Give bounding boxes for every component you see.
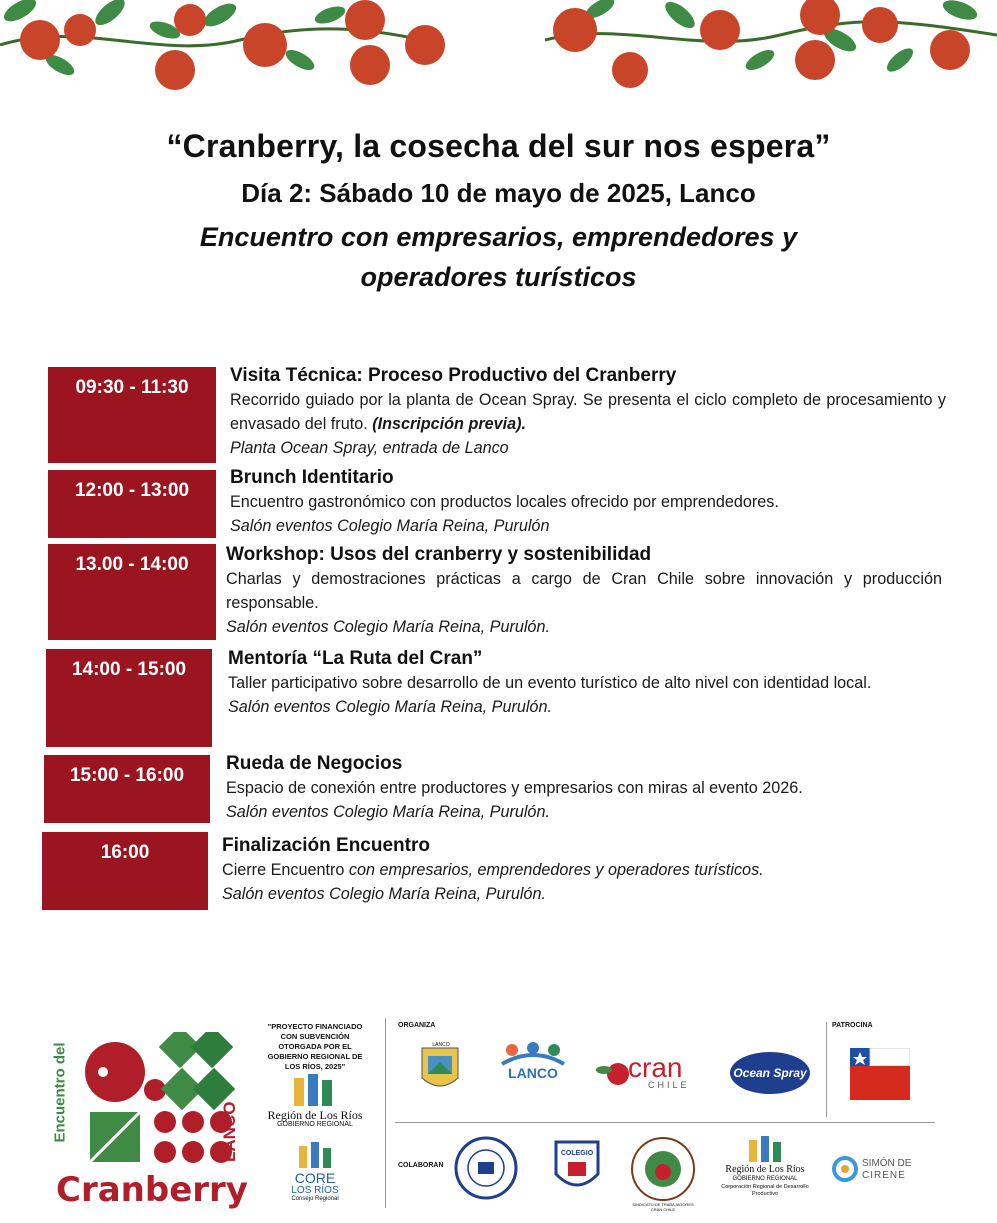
logo-top-text: Encuentro del — [51, 1042, 69, 1143]
item-location: Salón eventos Colegio María Reina, Purulón. — [226, 618, 550, 636]
schedule-item — [226, 752, 942, 824]
item-location: Salón eventos Colegio María Reina, Purulón. — [226, 803, 550, 821]
sponsor-footer — [40, 1012, 940, 1212]
ocean-spray-text: Ocean Spray — [733, 1066, 807, 1080]
core-sub: Consejo Regional — [291, 1196, 339, 1202]
time-badge: 12:00 - 13:00 — [48, 470, 216, 538]
schedule-item — [226, 543, 942, 639]
item-location: Salón eventos Colegio María Reina, Purulón — [230, 517, 550, 535]
item-title: Finalización Encuentro — [222, 835, 430, 856]
time-badge: 15:00 - 16:00 — [44, 755, 210, 823]
schedule-item — [230, 364, 946, 460]
subtitle-line-2: operadores turísticos — [360, 262, 637, 292]
time-badge: 09:30 - 11:30 — [48, 367, 216, 463]
core-logo-icon — [295, 1142, 335, 1170]
time-badge: 14:00 - 15:00 — [46, 649, 212, 747]
cranberry-garland — [0, 0, 997, 100]
chamber-seal-icon — [454, 1136, 518, 1200]
region2-name: Región de Los Ríos — [725, 1164, 805, 1175]
region-logo-2-icon — [745, 1136, 785, 1164]
item-title: Mentoría “La Ruta del Cran” — [228, 648, 483, 669]
page-title: “Cranberry, la cosecha del sur nos espera” — [166, 128, 831, 164]
divider — [395, 1122, 935, 1123]
simon-de-cirene-icon — [832, 1156, 858, 1182]
event-subtitle — [0, 217, 997, 297]
subtitle-line-1: Encuentro con empresarios, emprendedores y — [199, 222, 798, 252]
region2-sub2: Corporación Regional de Desarrollo Productivo — [721, 1184, 809, 1197]
ocean-spray-logo — [730, 1052, 810, 1094]
item-description: Cierre Encuentro con empresarios, emprendedores y operadores turísticos. — [222, 861, 764, 879]
funding-note: "PROYECTO FINANCIADO CON SUBVENCIÓN OTORGADA POR EL GOBIERNO REGIONAL DE LOS RÍOS, 2025" — [267, 1022, 363, 1071]
registration-note: (Inscripción previa). — [372, 415, 527, 433]
schedule-item — [230, 466, 946, 538]
simon-text-2: CIRENE — [862, 1170, 906, 1181]
cran-logo-text: cran — [628, 1052, 683, 1083]
item-title: Visita Técnica: Proceso Productivo del Cranberry — [230, 365, 677, 386]
item-description: Taller participativo sobre desarrollo de un evento turístico de alto nivel con identidad local. — [228, 674, 872, 692]
simon-text-1: SIMÓN DE — [862, 1158, 912, 1169]
lanco-logo-text: LANCO — [508, 1065, 558, 1081]
patrocina-label: PATROCINA — [832, 1022, 873, 1029]
core-top: CORE — [294, 1170, 336, 1186]
lanco-municipality-text: LANCO — [432, 1042, 450, 1048]
item-title: Brunch Identitario — [230, 467, 394, 488]
schedule-item — [222, 834, 938, 906]
item-location: Planta Ocean Spray, entrada de Lanco — [230, 439, 509, 457]
logo-mark-icon — [85, 1032, 235, 1167]
divider — [826, 1022, 827, 1117]
item-title: Rueda de Negocios — [226, 753, 403, 774]
logo-main-text: Cranberry — [56, 1170, 248, 1210]
item-title: Workshop: Usos del cranberry y sostenibilidad — [226, 544, 652, 565]
item-description: Encuentro gastronómico con productos locales ofrecido por emprendedores. — [230, 493, 779, 511]
cran-berry-icon — [596, 1060, 630, 1086]
colegio-text: COLEGIO — [560, 1150, 594, 1157]
sindicato-seal-icon — [630, 1136, 696, 1202]
core-mid: LOS RÍOS — [291, 1185, 339, 1196]
region-sub: GOBIERNO REGIONAL — [277, 1121, 353, 1128]
schedule-item — [228, 647, 944, 719]
sernatur-flag-icon — [850, 1048, 910, 1100]
organiza-label: ORGANIZA — [398, 1022, 436, 1029]
colegio-shield-icon — [552, 1138, 602, 1198]
event-day: Día 2: Sábado 10 de mayo de 2025, Lanco — [241, 178, 756, 208]
region-logo-icon — [290, 1074, 340, 1110]
time-badge: 16:00 — [42, 832, 208, 910]
item-description: Recorrido guiado por la planta de Ocean Spray. Se presenta el ciclo completo de procesamiento y envasado del fruto. (Inscripción previa). — [230, 391, 946, 433]
region-name: Región de Los Ríos — [267, 1108, 363, 1122]
time-badge: 13.00 - 14:00 — [48, 544, 216, 640]
item-description: Charlas y demostraciones prácticas a cargo de Cran Chile sobre innovación y producción responsable. — [226, 570, 942, 612]
item-description: Espacio de conexión entre productores y empresarios con miras al evento 2026. — [226, 779, 803, 797]
cran-logo-sub: CHILE — [648, 1080, 690, 1090]
logo-side-text: LANCO — [220, 1101, 239, 1162]
divider — [385, 1018, 386, 1208]
event-logo — [40, 1022, 248, 1210]
item-location: Salón eventos Colegio María Reina, Purulón. — [228, 698, 552, 716]
item-location: Salón eventos Colegio María Reina, Purulón. — [222, 885, 546, 903]
colaboran-label: COLABORAN — [398, 1162, 444, 1169]
region2-sub: GOBIERNO REGIONAL — [732, 1176, 798, 1182]
sindicato-text: SINDICATO DE TRABAJADORES CRAN CHILE — [632, 1202, 694, 1212]
